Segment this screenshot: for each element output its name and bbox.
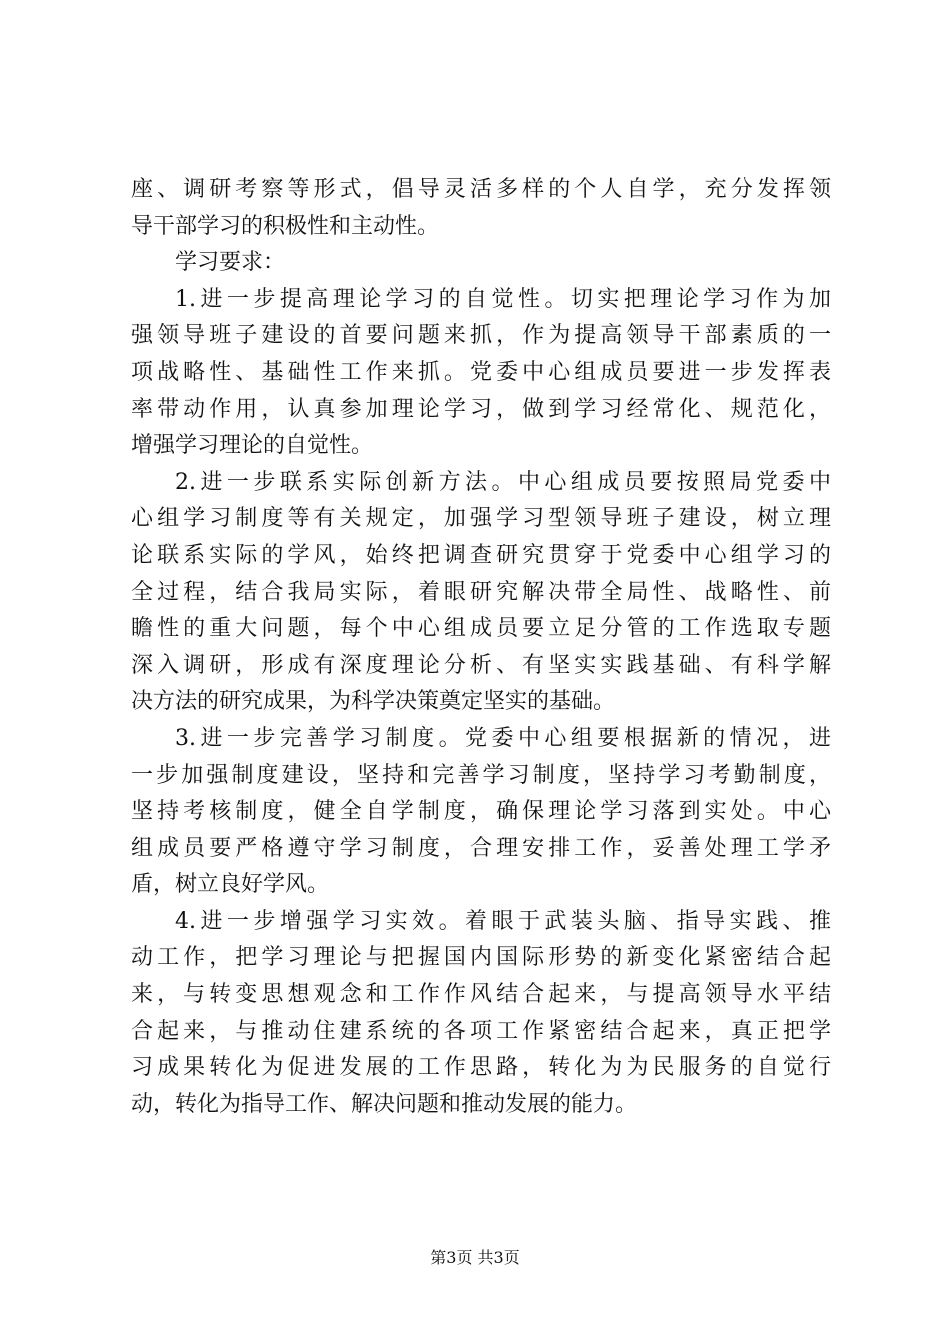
text-line: 全过程，结合我局实际，着眼研究解决带全局性、战略性、前: [131, 579, 831, 605]
text-line: 盾，树立良好学风。: [131, 872, 330, 898]
section-heading: 学习要求：: [175, 250, 286, 276]
text-line: 心组学习制度等有关规定，加强学习型领导班子建设，树立理: [131, 506, 831, 532]
page-number: 第3页 共3页: [430, 1248, 520, 1267]
text-line: 坚持考核制度，健全自学制度，确保理论学习落到实处。中心: [131, 799, 831, 825]
text-line: 动，转化为指导工作、解决问题和推动发展的能力。: [131, 1091, 638, 1117]
text-line: 项战略性、基础性工作来抓。党委中心组成员要进一步发挥表: [131, 359, 831, 385]
text-line: 组成员要严格遵守学习制度，合理安排工作，妥善处理工学矛: [131, 835, 831, 861]
text-line: 4.进一步增强学习实效。着眼于武装头脑、指导实践、推: [175, 908, 831, 934]
text-line: 决方法的研究成果，为科学决策奠定坚实的基础。: [131, 689, 616, 715]
text-line: 座、调研考察等形式，倡导灵活多样的个人自学，充分发挥领: [131, 177, 831, 202]
text-line: 率带动作用，认真参加理论学习，做到学习经常化、规范化，: [131, 396, 831, 422]
text-line: 增强学习理论的自觉性。: [131, 433, 374, 459]
text-line: 强领导班子建设的首要问题来抓，作为提高领导干部素质的一: [131, 323, 831, 349]
text-line: 动工作，把学习理论与把握国内国际形势的新变化紧密结合起: [131, 945, 831, 971]
text-line: 习成果转化为促进发展的工作思路，转化为为民服务的自觉行: [131, 1055, 831, 1081]
text-line: 深入调研，形成有深度理论分析、有坚实实践基础、有科学解: [131, 652, 831, 678]
text-line: 合起来，与推动住建系统的各项工作紧密结合起来，真正把学: [131, 1018, 831, 1044]
text-line: 论联系实际的学风，始终把调查研究贯穿于党委中心组学习的: [131, 542, 831, 568]
document-body: [131, 172, 831, 1123]
text-line: 2.进一步联系实际创新方法。中心组成员要按照局党委中: [175, 469, 831, 495]
text-line: 一步加强制度建设，坚持和完善学习制度，坚持学习考勤制度，: [131, 762, 831, 788]
text-line: 瞻性的重大问题，每个中心组成员要立足分管的工作选取专题: [131, 616, 831, 642]
text-line: 1.进一步提高理论学习的自觉性。切实把理论学习作为加: [175, 286, 831, 312]
text-line: 来，与转变思想观念和工作作风结合起来，与提高领导水平结: [131, 982, 831, 1008]
text-line: 导干部学习的积极性和主动性。: [131, 213, 440, 239]
text-line: 3.进一步完善学习制度。党委中心组要根据新的情况，进: [175, 725, 831, 751]
page-footer: [0, 1248, 950, 1268]
